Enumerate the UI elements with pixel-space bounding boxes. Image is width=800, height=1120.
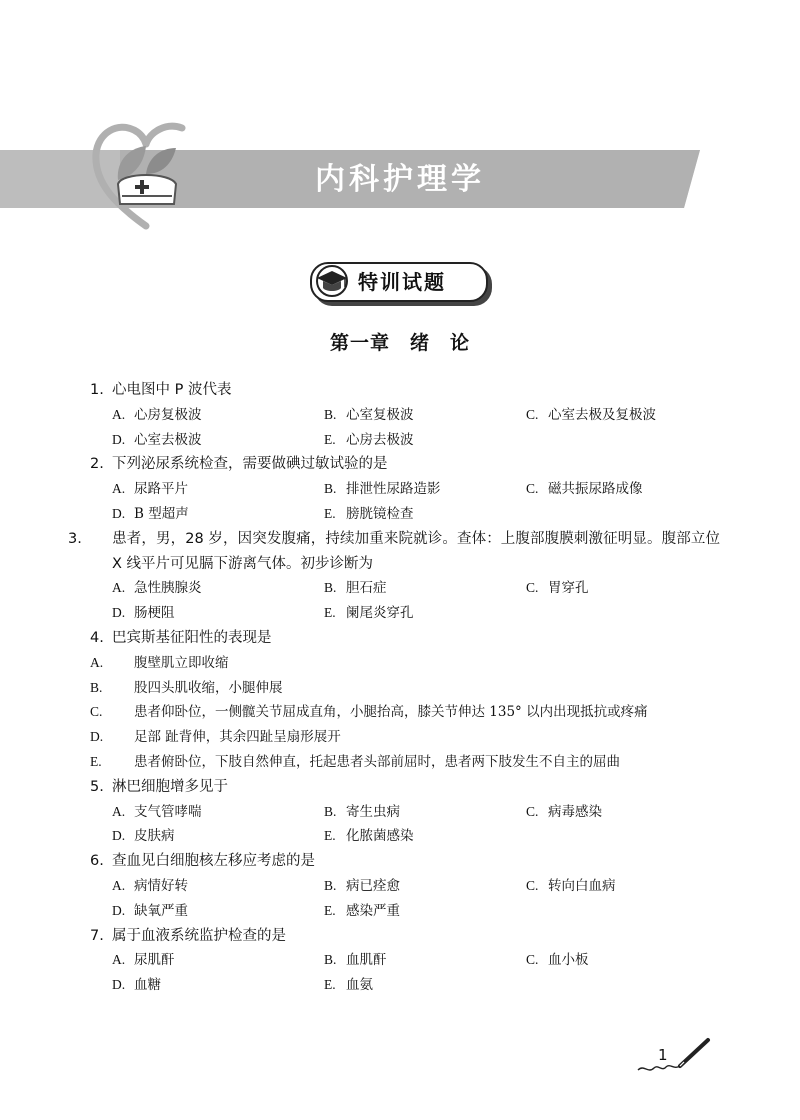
option-letter: A. xyxy=(112,803,126,819)
option-letter: E. xyxy=(90,753,102,769)
option-item xyxy=(112,502,324,527)
option-text: 皮肤病 xyxy=(134,828,175,845)
option-item xyxy=(324,899,526,924)
option-item xyxy=(324,403,526,428)
question-item xyxy=(90,626,720,775)
option-text: 患者仰卧位，一侧髋关节屈成直角，小腿抬高，膝关节伸达 135° 以内出现抵抗或疼痛 xyxy=(134,704,648,721)
option-text: 寄生虫病 xyxy=(346,803,400,820)
option-text: 缺氧严重 xyxy=(134,902,188,919)
option-letter: C. xyxy=(526,877,539,893)
option-letter: C. xyxy=(90,704,103,720)
question-number: 1. xyxy=(90,382,104,398)
option-list xyxy=(90,477,720,527)
badge-label: 特训试题 xyxy=(358,270,446,294)
option-letter: A. xyxy=(112,406,126,422)
option-text: 股四头肌收缩，小腿伸展 xyxy=(134,679,283,696)
option-text: 尿肌酐 xyxy=(134,952,175,969)
option-text: 胃穿孔 xyxy=(548,580,589,597)
question-list xyxy=(68,378,720,998)
option-text: 病已痊愈 xyxy=(346,877,400,894)
option-list xyxy=(90,948,720,998)
option-text: 足部 趾背伸，其余四趾呈扇形展开 xyxy=(134,729,341,746)
option-letter: A. xyxy=(112,580,126,596)
option-item xyxy=(324,874,526,899)
option-item xyxy=(526,403,726,428)
option-letter: B. xyxy=(324,406,337,422)
question-stem xyxy=(68,527,720,577)
option-letter: E. xyxy=(324,977,336,993)
option-item xyxy=(90,676,720,701)
question-number: 2. xyxy=(90,456,104,473)
option-item xyxy=(90,725,720,750)
option-letter: B. xyxy=(324,952,337,968)
option-item xyxy=(112,899,324,924)
option-letter: B. xyxy=(324,803,337,819)
option-item xyxy=(90,651,720,676)
option-text: 阑尾炎穿孔 xyxy=(346,605,414,622)
option-text: 急性胰腺炎 xyxy=(134,580,202,597)
option-letter: D. xyxy=(112,902,126,918)
question-item xyxy=(90,924,720,998)
option-item xyxy=(526,477,726,502)
option-letter: C. xyxy=(526,580,539,596)
option-letter: D. xyxy=(90,729,104,745)
option-letter: C. xyxy=(526,952,539,968)
question-item xyxy=(90,775,720,849)
option-text: 磁共振尿路成像 xyxy=(548,481,643,498)
option-item xyxy=(324,601,526,626)
option-item xyxy=(324,477,526,502)
option-item xyxy=(90,700,720,725)
option-letter: A. xyxy=(112,481,126,497)
option-item xyxy=(324,948,526,973)
option-text: 腹壁肌立即收缩 xyxy=(134,654,229,671)
question-text: 淋巴细胞增多见于 xyxy=(112,778,228,795)
option-list xyxy=(90,874,720,924)
option-list xyxy=(90,800,720,850)
question-number: 7. xyxy=(90,927,104,944)
option-text: 感染严重 xyxy=(346,902,400,919)
question-text: 心电图中 P 波代表 xyxy=(112,382,232,398)
option-item xyxy=(526,948,726,973)
chapter-title: 第一章 绪 论 xyxy=(329,332,470,354)
option-letter: A. xyxy=(112,952,126,968)
question-stem xyxy=(90,378,720,403)
option-letter: D. xyxy=(112,505,126,521)
option-item xyxy=(112,601,324,626)
option-letter: E. xyxy=(324,505,336,521)
option-text: 心房去极波 xyxy=(346,431,414,448)
option-text: 膀胱镜检查 xyxy=(346,505,414,522)
option-item xyxy=(526,874,726,899)
question-stem xyxy=(90,775,720,800)
option-letter: E. xyxy=(324,828,336,844)
question-item xyxy=(90,452,720,526)
option-item xyxy=(112,576,324,601)
option-item xyxy=(112,800,324,825)
option-item xyxy=(324,502,526,527)
option-list xyxy=(90,651,720,775)
question-stem xyxy=(90,452,720,477)
option-letter: E. xyxy=(324,902,336,918)
question-text: 属于血液系统监护检查的是 xyxy=(112,927,286,944)
option-text: 胆石症 xyxy=(346,580,387,597)
option-letter: B. xyxy=(324,481,337,497)
option-letter: C. xyxy=(526,406,539,422)
option-text: 病情好转 xyxy=(134,877,188,894)
option-item xyxy=(112,948,324,973)
option-text: 肠梗阻 xyxy=(134,605,175,622)
option-text: 尿路平片 xyxy=(134,481,188,498)
question-item xyxy=(90,849,720,923)
page-title: 内科护理学 xyxy=(315,162,485,197)
option-letter: C. xyxy=(526,481,539,497)
question-item xyxy=(68,527,720,626)
option-item xyxy=(112,403,324,428)
option-text: 心室去极及复极波 xyxy=(548,406,656,423)
graduation-cap-icon xyxy=(314,265,352,297)
option-text: 心房复极波 xyxy=(134,406,202,423)
question-item xyxy=(90,378,720,452)
option-letter: E. xyxy=(324,605,336,621)
option-text: 心室去极波 xyxy=(134,431,202,448)
option-text: 心室复极波 xyxy=(346,406,414,423)
question-number: 5. xyxy=(90,778,104,795)
question-stem xyxy=(90,626,720,651)
option-letter: D. xyxy=(112,431,126,447)
question-stem xyxy=(90,924,720,949)
question-stem xyxy=(90,849,720,874)
option-text: 血氨 xyxy=(346,977,373,994)
option-item xyxy=(90,750,720,775)
question-number: 4. xyxy=(90,629,104,646)
option-item xyxy=(324,824,526,849)
option-text: 病毒感染 xyxy=(548,803,602,820)
option-item xyxy=(112,824,324,849)
page-number: 1 xyxy=(658,1046,668,1064)
option-letter: B. xyxy=(90,679,103,695)
question-text: 下列泌尿系统检查，需要做碘过敏试验的是 xyxy=(112,456,388,473)
option-letter: B. xyxy=(324,877,337,893)
option-item xyxy=(526,800,726,825)
option-letter: B. xyxy=(324,580,337,596)
option-text: 化脓菌感染 xyxy=(346,828,414,845)
option-item xyxy=(324,800,526,825)
option-text: 血小板 xyxy=(548,952,589,969)
option-letter: A. xyxy=(90,654,104,670)
option-item xyxy=(324,428,526,453)
section-badge xyxy=(310,262,490,306)
option-text: B 型超声 xyxy=(134,505,189,522)
question-text: 查血见白细胞核左移应考虑的是 xyxy=(112,853,315,870)
option-text: 排泄性尿路造影 xyxy=(346,481,441,498)
option-letter: D. xyxy=(112,605,126,621)
pen-icon xyxy=(636,1034,716,1078)
option-letter: C. xyxy=(526,803,539,819)
option-text: 支气管哮喘 xyxy=(134,803,202,820)
question-text: 巴宾斯基征阳性的表现是 xyxy=(112,629,272,646)
option-item xyxy=(324,576,526,601)
option-letter: A. xyxy=(112,877,126,893)
option-list xyxy=(90,403,720,453)
question-text: 患者，男，28 岁，因突发腹痛，持续加重来院就诊。查体：上腹部腹膜刺激征明显。腹部立位 X 线平片可见膈下游离气体。初步诊断为 xyxy=(112,530,720,572)
option-item xyxy=(112,874,324,899)
question-number: 6. xyxy=(90,853,104,870)
option-letter: D. xyxy=(112,828,126,844)
option-text: 转向白血病 xyxy=(548,877,616,894)
option-list xyxy=(90,576,720,626)
option-text: 血糖 xyxy=(134,977,161,994)
option-item xyxy=(324,973,526,998)
option-item xyxy=(112,477,324,502)
option-item xyxy=(526,576,726,601)
option-text: 患者俯卧位，下肢自然伸直，托起患者头部前屈时，患者两下肢发生不自主的屈曲 xyxy=(134,753,620,770)
option-item xyxy=(112,428,324,453)
option-letter: D. xyxy=(112,977,126,993)
option-text: 血肌酐 xyxy=(346,952,387,969)
option-letter: E. xyxy=(324,431,336,447)
option-item xyxy=(112,973,324,998)
question-number: 3. xyxy=(68,530,82,547)
